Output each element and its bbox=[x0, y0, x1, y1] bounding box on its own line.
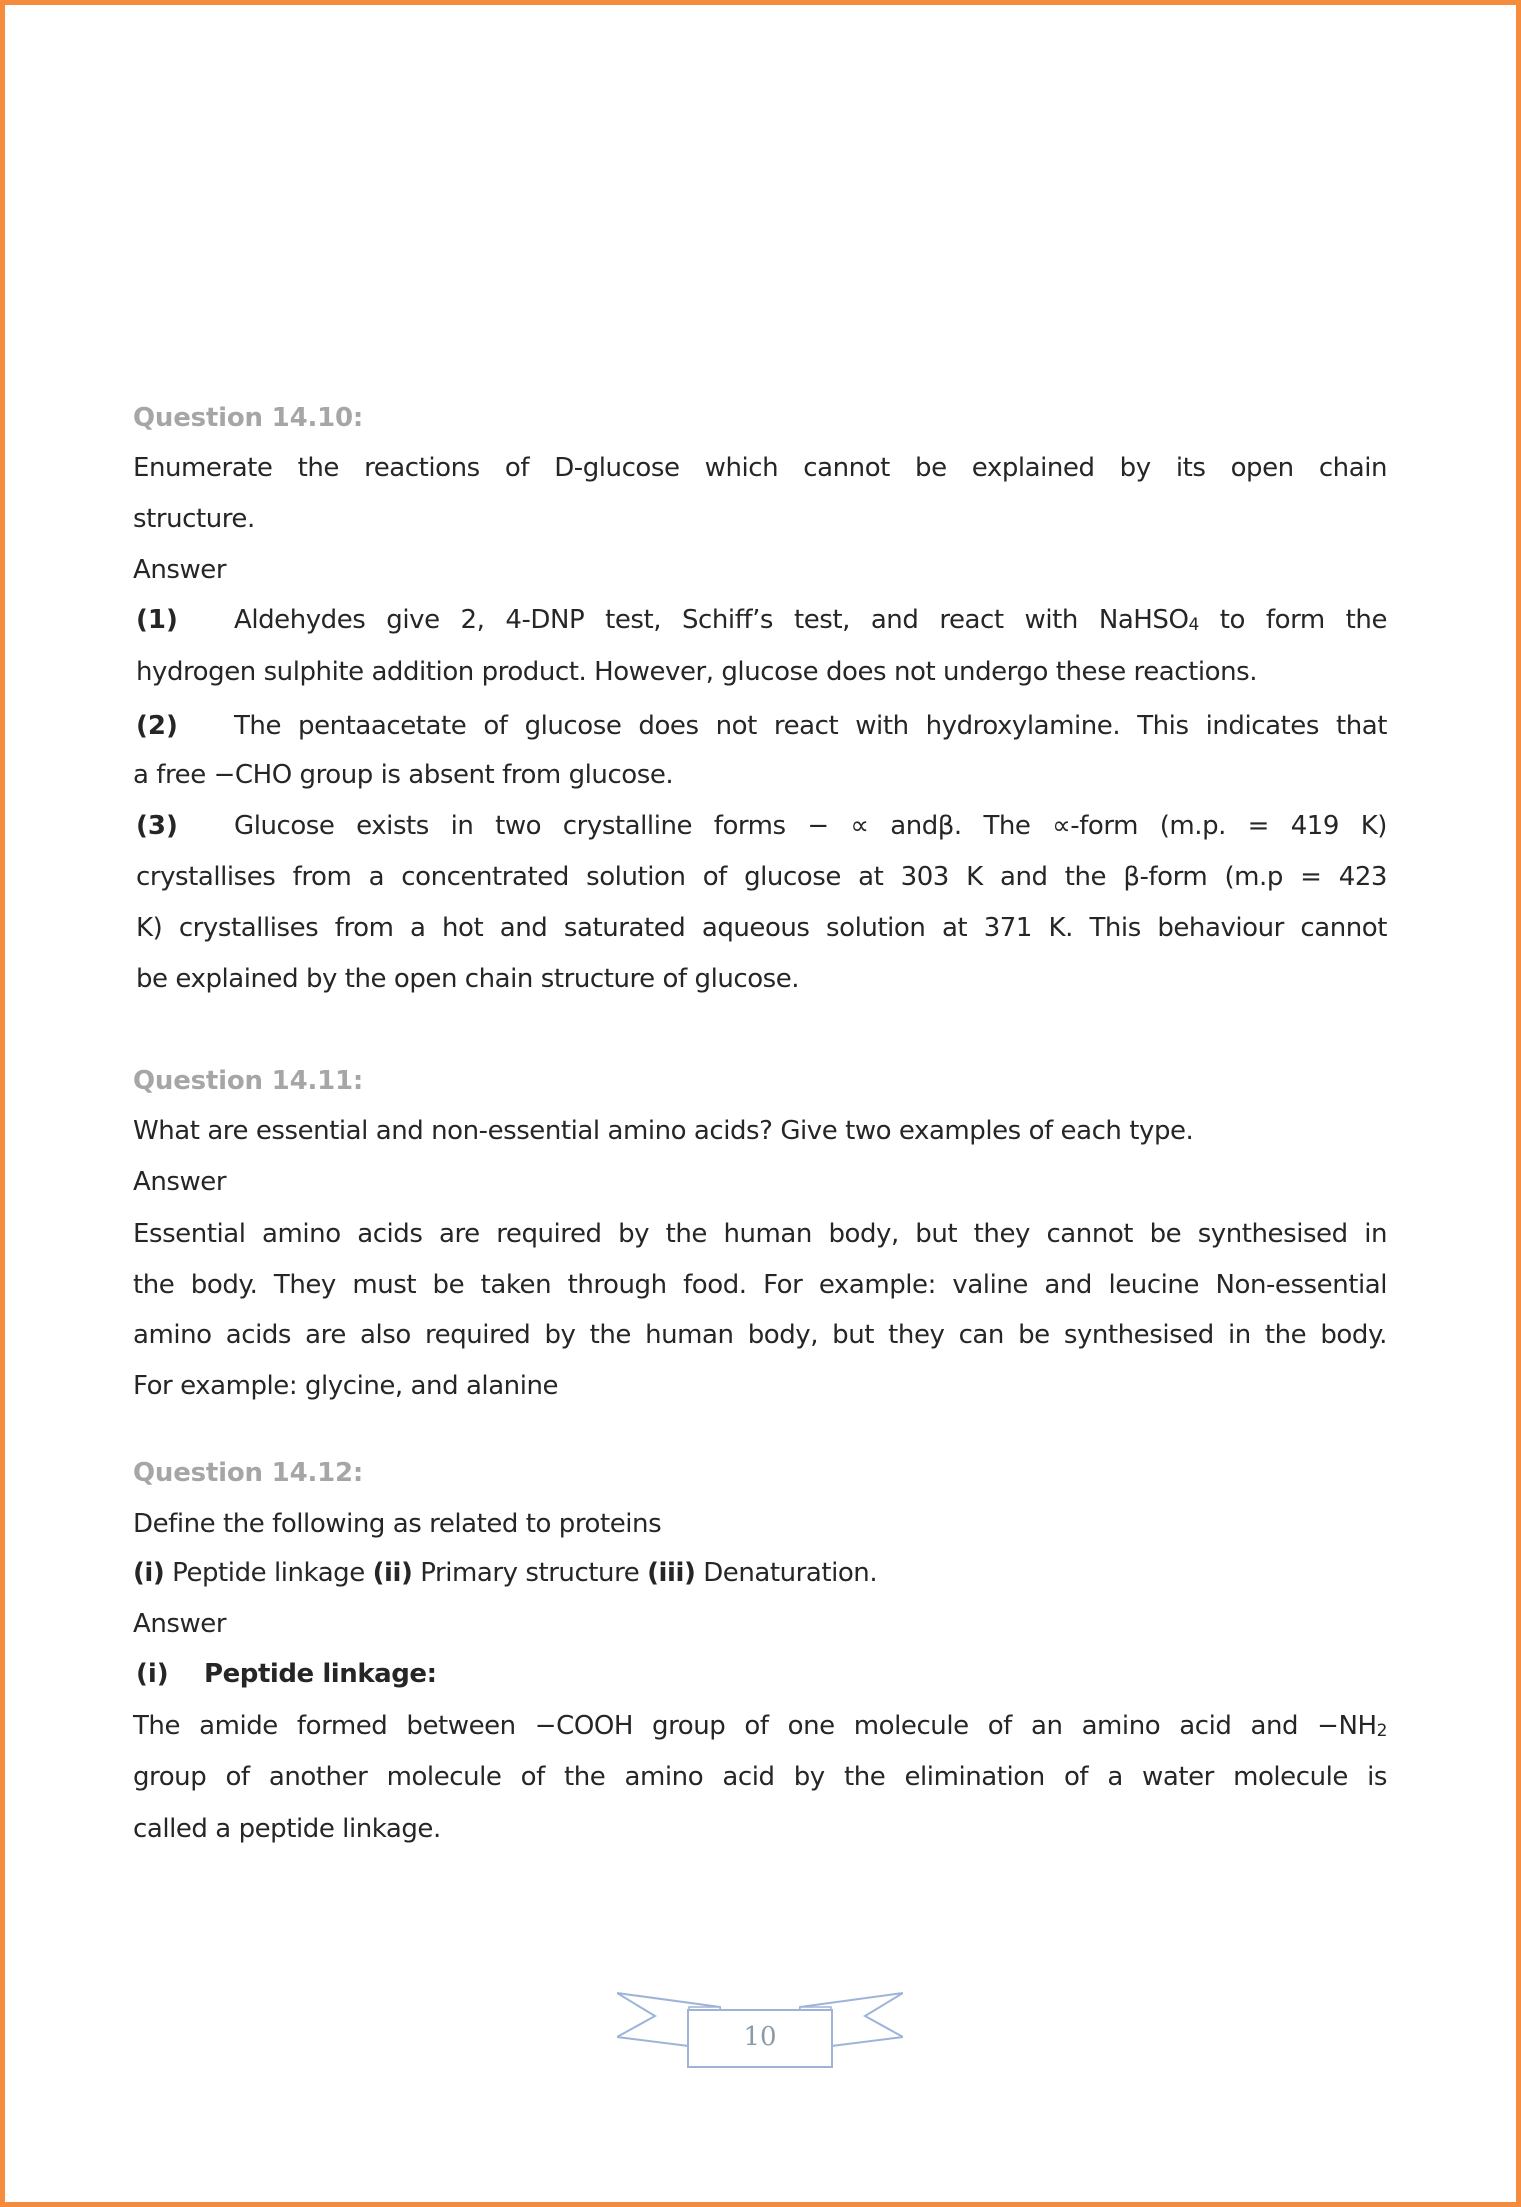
question-text: What are essential and non-essential amino acids? Give two examples of each type. bbox=[133, 1116, 1194, 1146]
answer-text: Essential amino acids are required by the human body, but they cannot be synthesised in bbox=[133, 1219, 1387, 1249]
part-text: Denaturation. bbox=[695, 1558, 878, 1588]
question-text: structure. bbox=[133, 504, 255, 534]
item-number: (1) bbox=[136, 605, 178, 635]
definition-text-part: The amide formed between −COOH group of one molecule of an amino acid and −NH bbox=[133, 1711, 1377, 1741]
answer-label: Answer bbox=[133, 1609, 227, 1639]
answer-item-3-cont: be explained by the open chain structure of glucose. bbox=[136, 964, 800, 994]
answer-item-1-cont: hydrogen sulphite addition product. However, glucose does not undergo these reactions. bbox=[136, 657, 1258, 687]
answer-item-3-cont: crystallises from a concentrated solution of glucose at 303 K and the β-form (m.p = 423 bbox=[136, 862, 1387, 892]
subheading-number: (i) bbox=[136, 1659, 169, 1689]
definition-text bbox=[133, 1709, 1387, 1743]
answer-label: Answer bbox=[133, 1167, 227, 1197]
definition-text: group of another molecule of the amino acid by the elimination of a water molecule is bbox=[133, 1762, 1387, 1792]
item-text: Glucose exists in two crystalline forms − ∝ andβ. The ∝-form (m.p. = 419 K) bbox=[234, 811, 1387, 841]
page-number: 10 bbox=[743, 2022, 777, 2052]
question-heading: Question 14.11: bbox=[133, 1066, 364, 1096]
answer-item-2 bbox=[133, 709, 1387, 743]
item-text: The pentaacetate of glucose does not react with hydroxylamine. This indicates that bbox=[234, 711, 1387, 741]
subscript: 4 bbox=[1188, 615, 1199, 635]
question-heading: Question 14.12: bbox=[133, 1458, 364, 1488]
item-number: (2) bbox=[136, 711, 178, 741]
part-label: (i) bbox=[133, 1558, 165, 1588]
subheading-text: Peptide linkage: bbox=[204, 1659, 437, 1689]
answer-item-2-cont: a free −CHO group is absent from glucose. bbox=[133, 760, 674, 790]
question-heading: Question 14.10: bbox=[133, 403, 364, 433]
subscript: 2 bbox=[1376, 1721, 1387, 1741]
item-number: (3) bbox=[136, 811, 178, 841]
item-text: to form the bbox=[1198, 605, 1387, 635]
part-text: Primary structure bbox=[412, 1558, 648, 1588]
answer-text: For example: glycine, and alanine bbox=[133, 1371, 559, 1401]
answer-text: amino acids are also required by the human body, but they can be synthesised in the body. bbox=[133, 1320, 1387, 1350]
answer-text: the body. They must be taken through food. For example: valine and leucine Non-essential bbox=[133, 1270, 1387, 1300]
question-parts bbox=[133, 1556, 1387, 1590]
question-text: Enumerate the reactions of D-glucose which cannot be explained by its open chain bbox=[133, 453, 1387, 483]
page-number-ribbon bbox=[617, 1990, 903, 2070]
definition-text: called a peptide linkage. bbox=[133, 1814, 441, 1844]
answer-subheading bbox=[133, 1657, 1387, 1691]
question-text: Define the following as related to proteins bbox=[133, 1509, 662, 1539]
answer-item-3 bbox=[133, 809, 1387, 843]
answer-item-3-cont: K) crystallises from a hot and saturated aqueous solution at 371 K. This behaviour cannot bbox=[136, 913, 1387, 943]
part-label: (iii) bbox=[647, 1558, 696, 1588]
item-text: Aldehydes give 2, 4-DNP test, Schiff’s test, and react with NaHSO bbox=[234, 605, 1189, 635]
part-text: Peptide linkage bbox=[164, 1558, 373, 1588]
part-label: (ii) bbox=[372, 1558, 413, 1588]
answer-label: Answer bbox=[133, 555, 227, 585]
answer-item-1 bbox=[133, 603, 1387, 637]
